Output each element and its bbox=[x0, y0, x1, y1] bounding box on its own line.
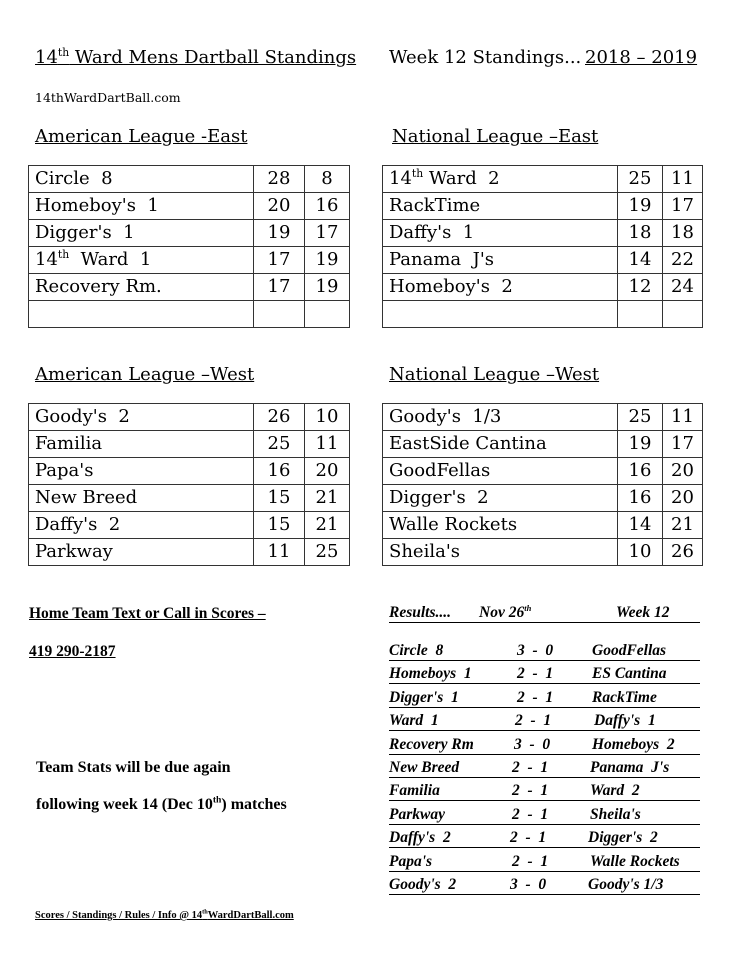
wins-cell: 25 bbox=[618, 166, 663, 193]
team-name-cell: 14th Ward 2 bbox=[383, 166, 618, 193]
standings-row bbox=[29, 193, 350, 220]
standings-row bbox=[383, 274, 703, 301]
wins-cell: 20 bbox=[254, 193, 305, 220]
wins-cell: 25 bbox=[254, 431, 305, 458]
result-home-team: Ward 1 bbox=[389, 712, 439, 730]
result-row bbox=[389, 853, 700, 872]
standings-row bbox=[383, 301, 703, 328]
result-home-team: Daffy's 2 bbox=[389, 829, 451, 847]
results-date: Nov 26th bbox=[479, 602, 532, 621]
result-row bbox=[389, 712, 700, 731]
team-name-cell: Homeboy's 2 bbox=[383, 274, 618, 301]
losses-cell: 22 bbox=[663, 247, 703, 274]
wins-cell: 12 bbox=[618, 274, 663, 301]
standings-row bbox=[29, 404, 350, 431]
result-away-team: RackTime bbox=[592, 688, 657, 706]
season-label: 2018 – 2019 bbox=[585, 47, 698, 68]
team-name-cell: Digger's 1 bbox=[29, 220, 254, 247]
team-name-cell: Daffy's 2 bbox=[29, 512, 254, 539]
losses-cell: 20 bbox=[663, 458, 703, 485]
wins-cell: 19 bbox=[618, 431, 663, 458]
losses-cell: 25 bbox=[305, 539, 350, 566]
team-name-cell: RackTime bbox=[383, 193, 618, 220]
standings-row bbox=[29, 274, 350, 301]
standings-row bbox=[29, 458, 350, 485]
result-home-team: Digger's 1 bbox=[389, 688, 459, 706]
result-home-team: Homeboys 1 bbox=[389, 665, 472, 683]
standings-row bbox=[29, 539, 350, 566]
losses-cell: 19 bbox=[305, 247, 350, 274]
result-away-team: Panama J's bbox=[590, 759, 670, 776]
result-score: 2 - 1 bbox=[512, 852, 549, 870]
wins-cell: 15 bbox=[254, 512, 305, 539]
al-east-standings-table bbox=[28, 165, 350, 328]
wins-cell: 19 bbox=[254, 220, 305, 247]
team-name-cell: Goody's 2 bbox=[29, 404, 254, 431]
wins-cell: 17 bbox=[254, 247, 305, 274]
wins-cell: 16 bbox=[254, 458, 305, 485]
team-name-cell: GoodFellas bbox=[383, 458, 618, 485]
result-score: 2 - 1 bbox=[512, 759, 549, 776]
wins-cell: 14 bbox=[618, 512, 663, 539]
result-row bbox=[389, 829, 700, 848]
wins-cell: 28 bbox=[254, 166, 305, 193]
nl-west-title: National League –West bbox=[389, 364, 600, 385]
standings-row bbox=[383, 247, 703, 274]
results-week: Week 12 bbox=[616, 604, 670, 621]
result-row bbox=[389, 759, 700, 778]
losses-cell: 17 bbox=[305, 220, 350, 247]
wins-cell: 16 bbox=[618, 485, 663, 512]
losses-cell: 26 bbox=[663, 539, 703, 566]
result-row bbox=[389, 806, 700, 825]
result-score: 2 - 1 bbox=[517, 688, 554, 706]
wins-cell: 10 bbox=[618, 539, 663, 566]
standings-row bbox=[29, 431, 350, 458]
result-score: 2 - 1 bbox=[512, 782, 549, 800]
standings-row bbox=[29, 247, 350, 274]
result-row bbox=[389, 782, 700, 801]
standings-row bbox=[383, 539, 703, 566]
page-title: 14th Ward Mens Dartball Standings bbox=[35, 46, 357, 68]
home-team-instructions: Home Team Text or Call in Scores – bbox=[29, 605, 266, 622]
nl-east-standings-table bbox=[382, 165, 703, 328]
losses-cell bbox=[305, 301, 350, 328]
week-label: Week 12 Standings... bbox=[389, 47, 582, 68]
losses-cell: 16 bbox=[305, 193, 350, 220]
losses-cell: 11 bbox=[663, 166, 703, 193]
result-row bbox=[389, 876, 700, 895]
team-name-cell: New Breed bbox=[29, 485, 254, 512]
al-west-standings-table bbox=[28, 403, 350, 566]
wins-cell: 16 bbox=[618, 458, 663, 485]
losses-cell: 18 bbox=[663, 220, 703, 247]
team-name-cell: Circle 8 bbox=[29, 166, 254, 193]
losses-cell: 17 bbox=[663, 431, 703, 458]
result-away-team: Walle Rockets bbox=[590, 852, 680, 870]
team-name-cell bbox=[383, 301, 618, 328]
stats-note-line1: Team Stats will be due again bbox=[36, 759, 231, 776]
result-row bbox=[389, 665, 700, 684]
phone-number[interactable]: 419 290-2187 bbox=[29, 643, 116, 660]
result-home-team: Goody's 2 bbox=[389, 876, 457, 893]
team-name-cell: Parkway bbox=[29, 539, 254, 566]
losses-cell: 17 bbox=[663, 193, 703, 220]
result-home-team: Papa's bbox=[389, 852, 433, 870]
result-row bbox=[389, 736, 700, 755]
losses-cell: 24 bbox=[663, 274, 703, 301]
result-home-team: Parkway bbox=[389, 805, 445, 823]
standings-row bbox=[383, 458, 703, 485]
standings-row bbox=[29, 220, 350, 247]
losses-cell: 20 bbox=[663, 485, 703, 512]
standings-row bbox=[383, 220, 703, 247]
losses-cell: 11 bbox=[663, 404, 703, 431]
nl-west-standings-table bbox=[382, 403, 703, 566]
losses-cell: 21 bbox=[305, 512, 350, 539]
result-score: 2 - 1 bbox=[510, 829, 547, 847]
result-score: 3 - 0 bbox=[517, 642, 554, 659]
standings-row bbox=[383, 166, 703, 193]
losses-cell bbox=[663, 301, 703, 328]
wins-cell: 25 bbox=[618, 404, 663, 431]
team-name-cell: EastSide Cantina bbox=[383, 431, 618, 458]
losses-cell: 8 bbox=[305, 166, 350, 193]
footer-links[interactable]: Scores / Standings / Rules / Info @ 14thWardDartBall.com bbox=[35, 908, 294, 921]
losses-cell: 19 bbox=[305, 274, 350, 301]
result-home-team: New Breed bbox=[389, 759, 460, 776]
nl-east-title: National League –East bbox=[392, 126, 599, 147]
result-score: 2 - 1 bbox=[515, 712, 552, 730]
wins-cell: 17 bbox=[254, 274, 305, 301]
result-away-team: Ward 2 bbox=[590, 782, 640, 800]
result-away-team: Digger's 2 bbox=[588, 829, 658, 847]
team-name-cell bbox=[29, 301, 254, 328]
stats-note-line2: following week 14 (Dec 10th) matches bbox=[36, 794, 287, 813]
result-home-team: Circle 8 bbox=[389, 642, 444, 659]
wins-cell: 15 bbox=[254, 485, 305, 512]
standings-row bbox=[383, 404, 703, 431]
team-name-cell: Recovery Rm. bbox=[29, 274, 254, 301]
losses-cell: 11 bbox=[305, 431, 350, 458]
team-name-cell: Homeboy's 1 bbox=[29, 193, 254, 220]
result-score: 2 - 1 bbox=[517, 665, 554, 683]
losses-cell: 21 bbox=[663, 512, 703, 539]
result-home-team: Familia bbox=[389, 782, 440, 800]
al-east-title: American League -East bbox=[35, 126, 248, 147]
wins-cell: 14 bbox=[618, 247, 663, 274]
result-row bbox=[389, 689, 700, 708]
result-home-team: Recovery Rm bbox=[389, 735, 474, 753]
results-label: Results.... bbox=[389, 604, 452, 621]
standings-row bbox=[383, 485, 703, 512]
standings-row bbox=[29, 512, 350, 539]
standings-row bbox=[383, 512, 703, 539]
result-score: 3 - 0 bbox=[514, 735, 551, 753]
losses-cell: 20 bbox=[305, 458, 350, 485]
result-away-team: ES Cantina bbox=[592, 665, 667, 683]
standings-row bbox=[29, 301, 350, 328]
team-name-cell: Familia bbox=[29, 431, 254, 458]
result-away-team: GoodFellas bbox=[592, 642, 667, 659]
team-name-cell: Panama J's bbox=[383, 247, 618, 274]
wins-cell: 26 bbox=[254, 404, 305, 431]
result-away-team: Homeboys 2 bbox=[592, 735, 675, 753]
wins-cell bbox=[618, 301, 663, 328]
wins-cell: 11 bbox=[254, 539, 305, 566]
result-row bbox=[389, 642, 700, 661]
wins-cell bbox=[254, 301, 305, 328]
team-name-cell: Sheila's bbox=[383, 539, 618, 566]
team-name-cell: Daffy's 1 bbox=[383, 220, 618, 247]
result-away-team: Goody's 1/3 bbox=[588, 876, 664, 893]
losses-cell: 10 bbox=[305, 404, 350, 431]
wins-cell: 19 bbox=[618, 193, 663, 220]
losses-cell: 21 bbox=[305, 485, 350, 512]
standings-row bbox=[29, 485, 350, 512]
standings-row bbox=[383, 193, 703, 220]
site-link[interactable]: 14thWardDartBall.com bbox=[35, 90, 181, 105]
wins-cell: 18 bbox=[618, 220, 663, 247]
team-name-cell: Papa's bbox=[29, 458, 254, 485]
standings-row bbox=[29, 166, 350, 193]
result-away-team: Daffy's 1 bbox=[594, 712, 656, 730]
team-name-cell: 14th Ward 1 bbox=[29, 247, 254, 274]
team-name-cell: Goody's 1/3 bbox=[383, 404, 618, 431]
al-west-title: American League –West bbox=[35, 364, 255, 385]
team-name-cell: Digger's 2 bbox=[383, 485, 618, 512]
result-away-team: Sheila's bbox=[590, 805, 641, 823]
team-name-cell: Walle Rockets bbox=[383, 512, 618, 539]
result-score: 2 - 1 bbox=[512, 805, 549, 823]
result-score: 3 - 0 bbox=[510, 876, 547, 893]
results-header bbox=[389, 604, 700, 623]
standings-row bbox=[383, 431, 703, 458]
